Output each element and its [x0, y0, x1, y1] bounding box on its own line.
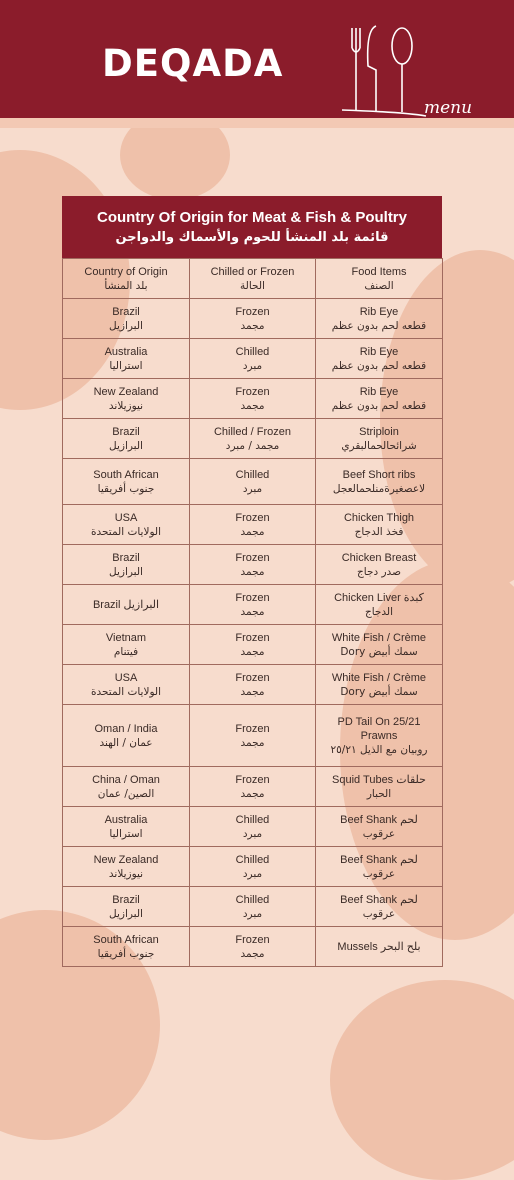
cell-country-en: New Zealand — [93, 853, 159, 866]
cell-item-en: Squid Tubes حلقات — [332, 773, 426, 786]
table-row — [63, 927, 443, 967]
header-item-en: Food Items — [351, 265, 407, 278]
cell-item — [316, 299, 443, 339]
table-title-en: Country Of Origin for Meat & Fish & Poultry — [96, 209, 407, 226]
cell-item-ar: سمك أبيض Dory — [340, 685, 418, 698]
cell-state-en: Chilled / Frozen — [213, 425, 292, 438]
cell-state-en: Frozen — [235, 511, 270, 524]
cell-country-en: Brazil — [112, 893, 140, 906]
cell-state — [190, 705, 316, 767]
table-row — [63, 625, 443, 665]
cell-country — [63, 887, 190, 927]
cell-country-ar: البرازيل — [109, 565, 143, 578]
cell-state-en: Chilled — [235, 345, 270, 358]
cell-country-en: South African — [93, 933, 159, 946]
header-state — [190, 259, 316, 299]
table-row — [63, 847, 443, 887]
cell-item-ar: عرقوب — [362, 907, 396, 920]
cell-country-en: Brazil — [112, 305, 140, 318]
cell-country — [63, 459, 190, 505]
cell-item-en: Chicken Breast — [341, 551, 417, 564]
header-item-ar: الصنف — [364, 279, 394, 292]
cell-state-en: Frozen — [235, 722, 270, 735]
cell-country-en: Australia — [104, 813, 148, 826]
cell-country-ar: الولايات المتحدة — [90, 685, 162, 698]
cell-item-en: Beef Shank لحم — [340, 893, 418, 906]
table-row — [63, 339, 443, 379]
table-row — [63, 665, 443, 705]
cell-item-en: White Fish / Crème — [331, 631, 427, 644]
cell-state-en: Chilled — [235, 853, 270, 866]
cell-country-en: Brazil — [112, 551, 140, 564]
header-country-ar: بلد المنشأ — [104, 279, 148, 292]
cell-country-ar: جنوب أفريقيا — [97, 947, 155, 960]
cell-state — [190, 505, 316, 545]
cell-state-ar: مجمد — [240, 685, 265, 698]
cell-country — [63, 505, 190, 545]
cell-state-en: Frozen — [235, 551, 270, 564]
cell-state-en: Chilled — [235, 893, 270, 906]
cell-state-en: Frozen — [235, 671, 270, 684]
cutlery-icon — [340, 20, 430, 120]
cell-state — [190, 665, 316, 705]
cell-country-ar: جنوب أفريقيا — [97, 482, 155, 495]
header-country — [63, 259, 190, 299]
cell-item-en: Beef Short ribs — [342, 468, 416, 481]
cell-state-ar: مبرد — [242, 827, 263, 840]
cell-country-en: Brazil البرازيل — [92, 598, 160, 611]
cell-item — [316, 459, 443, 505]
cell-item-en: Chicken Liver كبدة — [334, 591, 424, 604]
cell-item — [316, 807, 443, 847]
cell-item — [316, 927, 443, 967]
table-row — [63, 545, 443, 585]
cell-item-en: PD Tail On 25/21 Prawns — [337, 715, 421, 742]
cell-item — [316, 585, 443, 625]
cell-item — [316, 705, 443, 767]
cell-item-en: Mussels بلح البحر — [337, 940, 421, 953]
cell-country-ar: الولايات المتحدة — [90, 525, 162, 538]
cell-item — [316, 419, 443, 459]
cell-state — [190, 887, 316, 927]
cell-country — [63, 339, 190, 379]
cell-country-en: USA — [114, 671, 138, 684]
cell-state — [190, 459, 316, 505]
table-row — [63, 585, 443, 625]
cell-country — [63, 807, 190, 847]
table-row — [63, 379, 443, 419]
cell-item-ar: قطعه لحم بدون عظم — [331, 359, 427, 372]
cell-country — [63, 299, 190, 339]
cell-item-en: White Fish / Crème — [331, 671, 427, 684]
cell-item — [316, 379, 443, 419]
cell-country-ar: استراليا — [109, 827, 143, 840]
table-row — [63, 459, 443, 505]
cell-item-ar: قطعه لحم بدون عظم — [331, 399, 427, 412]
cell-state-ar: مجمد — [240, 645, 265, 658]
cell-item-ar: لاعصغيرةمنلحمالعجل — [332, 482, 426, 495]
cell-item — [316, 665, 443, 705]
cell-country — [63, 927, 190, 967]
cell-item-en: Rib Eye — [359, 305, 399, 318]
cell-country-en: New Zealand — [93, 385, 159, 398]
cell-state-en: Frozen — [235, 773, 270, 786]
table-row — [63, 807, 443, 847]
table-row — [63, 705, 443, 767]
cell-country — [63, 665, 190, 705]
cell-state-ar: مبرد — [242, 359, 263, 372]
cell-item — [316, 767, 443, 807]
cell-country — [63, 847, 190, 887]
cell-item-ar: عرقوب — [362, 827, 396, 840]
cell-state — [190, 847, 316, 887]
cell-item-ar: فخذ الدجاج — [354, 525, 404, 538]
cell-item — [316, 887, 443, 927]
cell-country-en: Vietnam — [105, 631, 147, 644]
cell-item — [316, 339, 443, 379]
brand-logo — [102, 40, 316, 88]
menu-label: menu — [424, 98, 473, 118]
cell-state — [190, 419, 316, 459]
cell-state — [190, 807, 316, 847]
background-blob — [330, 980, 514, 1180]
cell-state-ar: مجمد — [240, 319, 265, 332]
cell-state-ar: مجمد — [240, 399, 265, 412]
cell-country-en: Oman / India — [94, 722, 158, 735]
table-title — [62, 196, 442, 258]
cell-country — [63, 419, 190, 459]
cell-state-ar: مجمد — [240, 565, 265, 578]
cell-item-en: Rib Eye — [359, 345, 399, 358]
cell-item-ar: الحبار — [366, 787, 392, 800]
cell-item-ar: شرائحالحمالبقري — [341, 439, 417, 452]
cell-state-en: Frozen — [235, 933, 270, 946]
cell-item-en: Striploin — [359, 425, 399, 438]
cell-state-ar: مجمد — [240, 736, 265, 749]
header-item — [316, 259, 443, 299]
cell-state — [190, 339, 316, 379]
cell-state — [190, 379, 316, 419]
cell-state-ar: مجمد — [240, 525, 265, 538]
cell-country-ar: البرازيل — [109, 319, 143, 332]
table-row — [63, 887, 443, 927]
cell-country-en: Brazil — [112, 425, 140, 438]
cell-state-en: Frozen — [235, 591, 270, 604]
cell-country — [63, 379, 190, 419]
cell-country — [63, 585, 190, 625]
cell-country-ar: فيتنام — [113, 645, 139, 658]
table-header-row — [63, 259, 443, 299]
cell-country-ar: استراليا — [109, 359, 143, 372]
brand-logo-text: DEQADA — [102, 42, 284, 85]
cell-state — [190, 625, 316, 665]
cell-state — [190, 545, 316, 585]
table-row — [63, 299, 443, 339]
cell-state-en: Frozen — [235, 305, 270, 318]
cell-country-en: USA — [114, 511, 138, 524]
cell-country — [63, 767, 190, 807]
cell-item — [316, 545, 443, 585]
cell-state-en: Frozen — [235, 385, 270, 398]
cell-country-ar: الصين/ عمان — [97, 787, 155, 800]
cell-item — [316, 625, 443, 665]
table-row — [63, 419, 443, 459]
cell-country-ar: نيوزيلاند — [108, 867, 144, 880]
header-stripe — [0, 118, 514, 128]
header-country-en: Country of Origin — [84, 265, 168, 278]
table-row — [63, 505, 443, 545]
header-state-en: Chilled or Frozen — [210, 265, 295, 278]
cell-state-ar: مجمد / مبرد — [225, 439, 280, 452]
origin-table — [62, 258, 443, 967]
cell-item-ar: قطعه لحم بدون عظم — [331, 319, 427, 332]
cell-item-ar: سمك أبيض Dory — [340, 645, 418, 658]
cell-item — [316, 505, 443, 545]
cell-item-en: Rib Eye — [359, 385, 399, 398]
cell-item-ar: روبيان مع الذيل ٢٥/٢١ — [330, 743, 428, 756]
table-title-ar: قائمة بلد المنشأ للحوم والأسماك والدواجن — [115, 230, 389, 245]
cell-country — [63, 625, 190, 665]
cell-state-en: Chilled — [235, 813, 270, 826]
cell-state-ar: مجمد — [240, 787, 265, 800]
cell-item-en: Beef Shank لحم — [340, 813, 418, 826]
cell-country-en: China / Oman — [92, 773, 160, 786]
cell-state — [190, 299, 316, 339]
cell-state — [190, 927, 316, 967]
cell-item-ar: الدجاج — [364, 605, 394, 618]
header-state-ar: الحالة — [240, 279, 265, 292]
cell-state-en: Chilled — [235, 468, 270, 481]
cell-country-ar: عمان / الهند — [99, 736, 153, 749]
cell-country-en: South African — [93, 468, 159, 481]
cell-state-ar: مبرد — [242, 867, 263, 880]
cell-country-ar: البرازيل — [109, 907, 143, 920]
cell-country-ar: نيوزيلاند — [108, 399, 144, 412]
table-row — [63, 767, 443, 807]
cell-country-en: Australia — [104, 345, 148, 358]
cell-state-ar: مبرد — [242, 482, 263, 495]
cell-country — [63, 545, 190, 585]
cell-state — [190, 767, 316, 807]
cell-state-en: Frozen — [235, 631, 270, 644]
cell-state-ar: مبرد — [242, 907, 263, 920]
cell-item-en: Beef Shank لحم — [340, 853, 418, 866]
cell-country — [63, 705, 190, 767]
cell-item-ar: صدر دجاج — [357, 565, 401, 578]
origin-table-card — [62, 196, 442, 967]
cell-item-en: Chicken Thigh — [343, 511, 415, 524]
cell-state-ar: مجمد — [240, 947, 265, 960]
cell-country-ar: البرازيل — [109, 439, 143, 452]
cell-state — [190, 585, 316, 625]
cell-item-ar: عرقوب — [362, 867, 396, 880]
cell-item — [316, 847, 443, 887]
cell-state-ar: مجمد — [240, 605, 265, 618]
